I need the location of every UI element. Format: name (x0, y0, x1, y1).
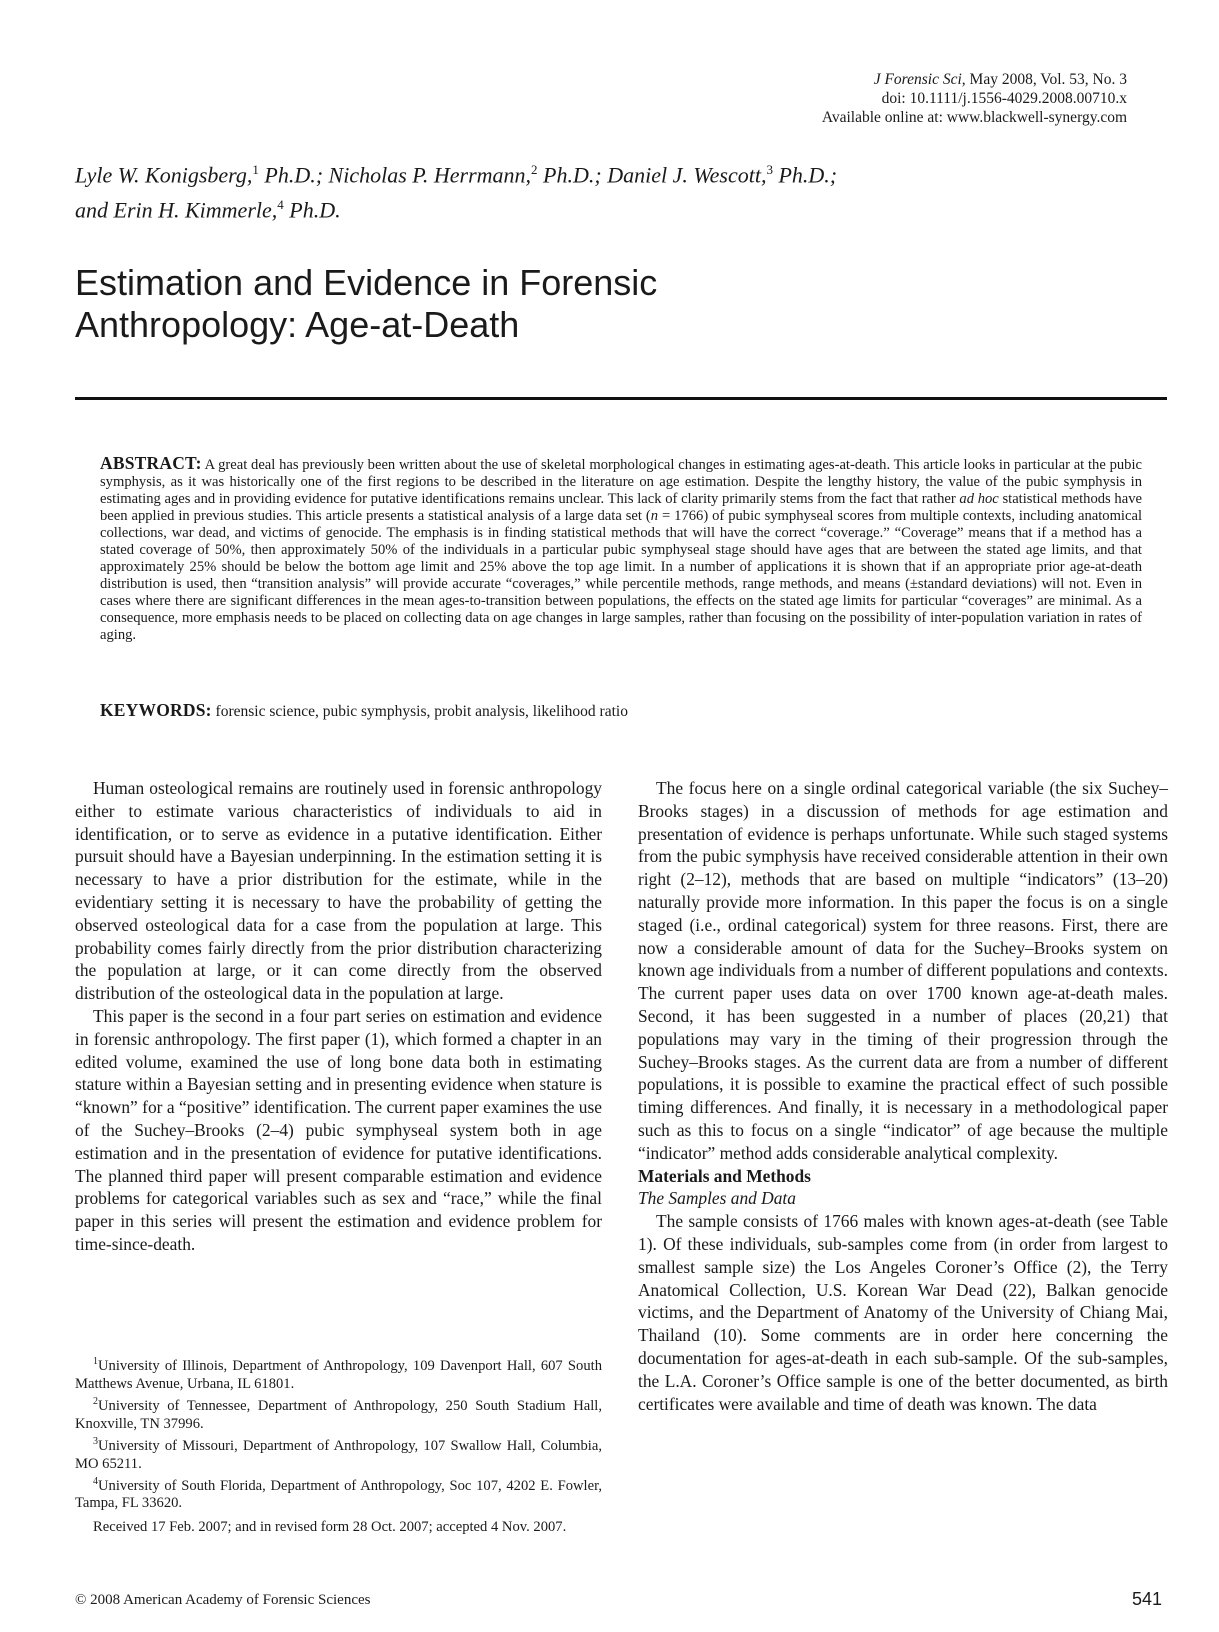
section-heading: Materials and Methods (638, 1165, 811, 1186)
subsection-heading: The Samples and Data (638, 1188, 796, 1209)
body-paragraph: Human osteological remains are routinely used in forensic anthropology either to estimate various characteristics of individuals to aid in identification, or to serve as evidence in a putative identification. Either pursuit should have a Bayesian underpinning. In the estimation setting it is necessary to have a prior distribution for the estimate, while in the evidentiary setting it is necessary to have the probability of getting the observed osteological data for a case from the population at large. This probability comes fairly directly from the prior distribution characterizing the population at large, or it can come directly from the observed distribution of the osteological data in the population at large. (75, 778, 602, 1004)
footnote (75, 1433, 602, 1473)
footnote-text: University of Illinois, Department of Anthropology, 109 Davenport Hall, 607 South Matthews Avenue, Urbana, IL 61801. (75, 1357, 602, 1392)
title-divider (75, 397, 1167, 400)
keywords (100, 700, 1142, 722)
journal-availability: Available online at: www.blackwell-synergy.com (821, 109, 1127, 126)
author-affiliation-mark: 4 (277, 197, 284, 213)
author-degree: Ph.D.; (772, 162, 838, 188)
author-degree: Ph.D.; (258, 162, 329, 188)
abstract-text: statistical methods have been applied in previous studies. This article presents a statistical analysis of a large data set ( (100, 491, 1142, 524)
author-affiliation-mark: 1 (252, 162, 259, 177)
body-paragraph: This paper is the second in a four part series on estimation and evidence in forensic anthropology. The first paper (1), which formed a chapter in an edited volume, examined the use of long bone data both in estimating stature within a Bayesian setting and in presenting evidence when stature is “known” for a “positive” identification. The current paper examines the use of the Suchey–Brooks (2–4) pubic symphyseal system both in age estimation and in the presentation of evidence for putative identifications. The planned third paper will present comparable estimation and evidence problems for categorical variables such as sex and “race,” while the final paper in this series will present the estimation and evidence problem for time-since-death. (75, 1005, 602, 1254)
journal-name: J Forensic Sci, (873, 71, 966, 88)
abstract-text-italic: ad hoc (959, 491, 999, 507)
author-affiliation-mark: 2 (531, 162, 538, 177)
footnote (75, 1353, 602, 1393)
footnote (75, 1393, 602, 1433)
footer-copyright: © 2008 American Academy of Forensic Sciences (75, 1592, 371, 1608)
abstract-text-italic: n (650, 508, 659, 524)
journal-header (822, 70, 1127, 127)
footnote-text: University of Tennessee, Department of Anthropology, 250 South Stadium Hall, Knoxville, TN 37996. (75, 1397, 602, 1432)
footnote-text: University of South Florida, Department of Anthropology, Soc 107, 4202 E. Fowler, Tampa, FL 33620. (75, 1477, 602, 1512)
body-paragraph: The focus here on a single ordinal categorical variable (the six Suchey–Brooks stages) in a discussion of methods for age estimation and presentation of evidence is perhaps unfortunate. While such staged systems from the pubic symphysis have received considerable attention in their own right (2–12), methods that are based on multiple “indicators” (13–20) naturally provide more information. In this paper the focus is on a single staged (i.e., ordinal categorical) system for three reasons. First, there are now a considerable amount of data for the Suchey–Brooks system on known age individuals from a number of different populations and contexts. The current paper uses data on over 1700 known age-at-death males. Second, it has been suggested in a number of places (20,21) that populations may vary in the timing of their progression through the Suchey–Brooks stages. As the current data are from a number of different populations, it is possible to examine the practical effect of such possible timing differences. And finally, it is necessary in a methodological paper such as this to focus on a single “indicator” of age because the multiple “indicator” method adds considerable analytical complexity. (638, 778, 1168, 1163)
footnote-text: University of Missouri, Department of Anthropology, 107 Swallow Hall, Columbia, MO 65211. (75, 1437, 602, 1472)
footnote-mark: 4 (93, 1475, 98, 1487)
paper-title-line-2: Anthropology: Age-at-Death (75, 304, 520, 345)
keywords-text: forensic science, pubic symphysis, probit analysis, likelihood ratio (211, 703, 628, 720)
footnotes (75, 1353, 602, 1536)
keywords-label: KEYWORDS: (100, 700, 212, 720)
body-paragraph: The sample consists of 1766 males with known ages-at-death (see Table 1). Of these individuals, sub-samples come from (in order from largest to smallest sample size) the Los Angeles Coroner’s Office (2), the Terry Anatomical Collection, U.S. Korean War Dead (22), Balkan genocide victims, and the Department of Anatomy of the University of Chiang Mai, Thailand (10). Some comments are in order here concerning the documentation for ages-at-death in each sub-sample. Of the sub-samples, the L.A. Coroner’s Office sample is one of the better documented, as birth certificates were available and time of death was known. The data (638, 1211, 1168, 1414)
paper-title (75, 262, 975, 346)
author-name: and Erin H. Kimmerle, (75, 197, 278, 223)
author-name: Lyle W. Konigsberg, (75, 162, 253, 188)
journal-doi: doi: 10.1111/j.1556-4029.2008.00710.x (881, 90, 1127, 107)
body-column-right (638, 777, 1168, 1415)
received-dates: Received 17 Feb. 2007; and in revised form 28 Oct. 2007; accepted 4 Nov. 2007. (93, 1519, 567, 1536)
body-column-left (75, 777, 602, 1256)
abstract (100, 455, 1142, 644)
author-name: Nicholas P. Herrmann, (328, 162, 532, 188)
abstract-text: = 1766) of pubic symphyseal scores from multiple contexts, including anatomical collections, war dead, and victims of genocide. The emphasis is in finding statistical methods that will have the correct “coverage.” “Coverage” means that if a method has a stated coverage of 50%, then approximately 50% of the individuals in a particular pubic symphyseal stage should have ages that are between the stated age limits, and that approximately 25% should be below the bottom age limit and 25% above the top age limit. In a number of applications it is shown that if an appropriate prior age-at-death distribution is used, then “transition analysis” will provide accurate “coverages,” while percentile methods, range methods, and means (±standard deviations) will not. Even in cases where there are significant differences in the mean ages-to-transition between populations, the effects on the stated age limits for particular “coverages” are minimal. As a consequence, more emphasis needs to be placed on collecting data on age changes in large samples, rather than focusing on the possibility of inter-population variation in rates of aging. (100, 508, 1142, 643)
author-list (75, 155, 1075, 226)
author-name: Daniel J. Wescott, (607, 162, 767, 188)
author-degree: Ph.D.; (537, 162, 608, 188)
journal-citation (822, 70, 1127, 89)
author-affiliation-mark: 3 (766, 162, 773, 177)
paper-title-line-1: Estimation and Evidence in Forensic (75, 262, 658, 303)
footnote-mark: 3 (93, 1435, 98, 1447)
abstract-text: A great deal has previously been written about the use of skeletal morphological changes in estimating ages-at-death. This article looks in particular at the pubic symphysis, as it was historically one of the first regions to be described in the literature on age estimation. Despite the lengthy history, the value of the pubic symphysis in estimating ages and in providing evidence for putative identifications remains unclear. This lack of clarity primarily stems from the fact that rather (100, 457, 1142, 507)
page-number: 541 (1131, 1589, 1162, 1609)
author-degree: Ph.D. (283, 197, 341, 223)
footnote-mark: 1 (93, 1356, 98, 1367)
journal-issue: May 2008, Vol. 53, No. 3 (965, 71, 1127, 88)
footnote-mark: 2 (93, 1395, 98, 1407)
abstract-label: ABSTRACT: (100, 453, 202, 473)
footnote (75, 1473, 602, 1513)
